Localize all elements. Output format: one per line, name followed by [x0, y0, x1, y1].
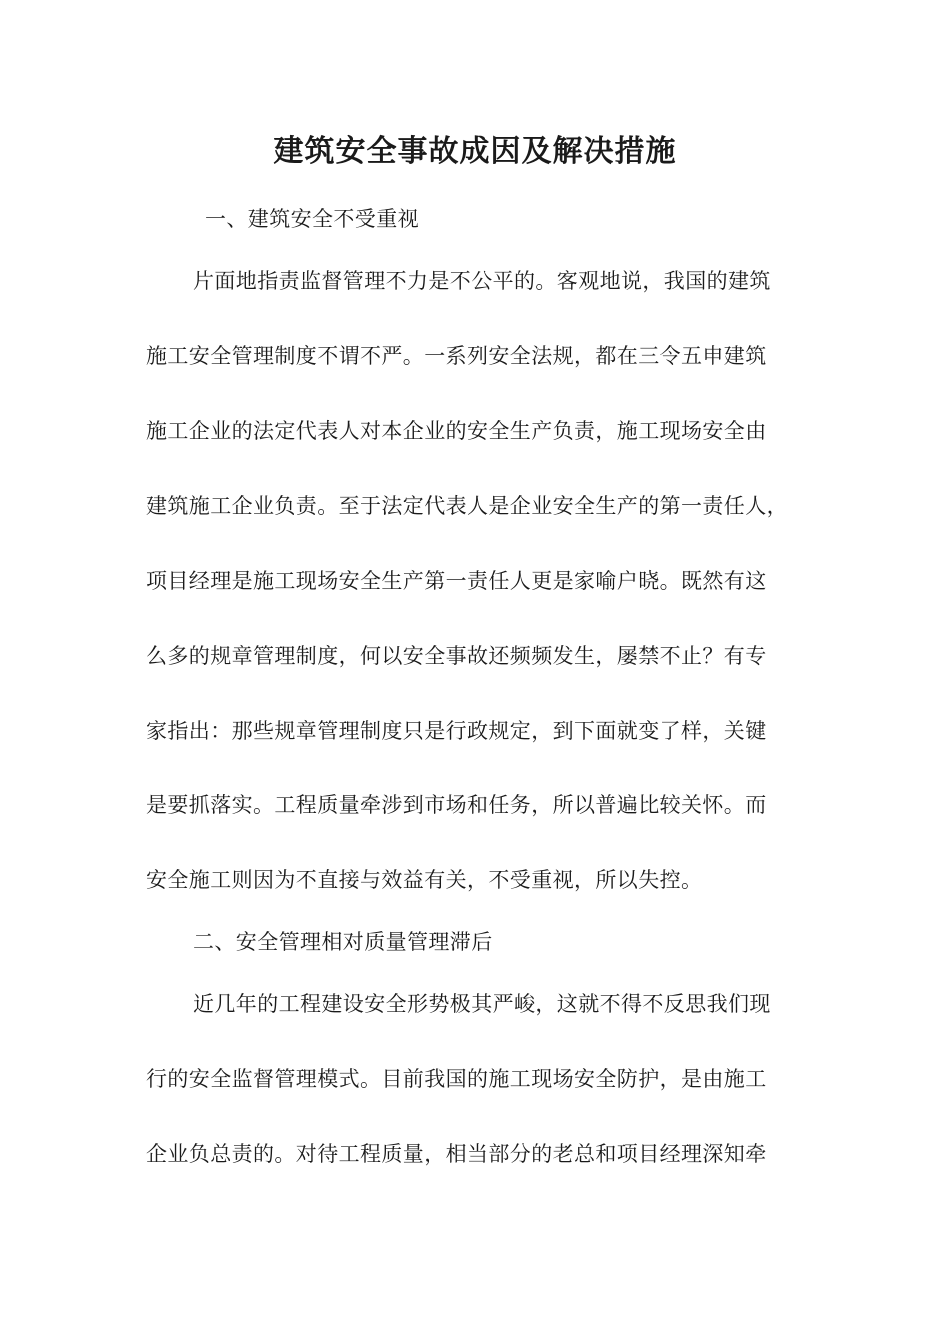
section-heading-1: 一、建筑安全不受重视 [205, 207, 419, 231]
paragraph-line: 建筑施工企业负责。至于法定代表人是企业安全生产的第一责任人， [146, 494, 788, 518]
paragraph-line: 家指出：那些规章管理制度只是行政规定，到下面就变了样，关键 [146, 719, 767, 743]
paragraph-line: 么多的规章管理制度，何以安全事故还频频发生，屡禁不止？有专 [146, 644, 767, 668]
paragraph-line: 施工企业的法定代表人对本企业的安全生产负责，施工现场安全由 [146, 419, 767, 443]
paragraph-line: 安全施工则因为不直接与效益有关，不受重视，所以失控。 [146, 868, 703, 892]
paragraph-line: 是要抓落实。工程质量牵涉到市场和任务，所以普遍比较关怀。而 [146, 793, 767, 817]
document-title: 建筑安全事故成因及解决措施 [273, 134, 677, 169]
paragraph-line: 片面地指责监督管理不力是不公平的。客观地说，我国的建筑 [193, 269, 771, 293]
paragraph-line: 近几年的工程建设安全形势极其严峻，这就不得不反思我们现 [193, 992, 771, 1016]
paragraph-line: 项目经理是施工现场安全生产第一责任人更是家喻户晓。既然有这 [146, 569, 767, 593]
paragraph-line: 施工安全管理制度不谓不严。一系列安全法规，都在三令五申建筑 [146, 344, 767, 368]
section-heading-2: 二、安全管理相对质量管理滞后 [193, 930, 493, 954]
paragraph-line: 企业负总责的。对待工程质量，相当部分的老总和项目经理深知牵 [146, 1142, 767, 1166]
paragraph-line: 行的安全监督管理模式。目前我国的施工现场安全防护，是由施工 [146, 1067, 767, 1091]
